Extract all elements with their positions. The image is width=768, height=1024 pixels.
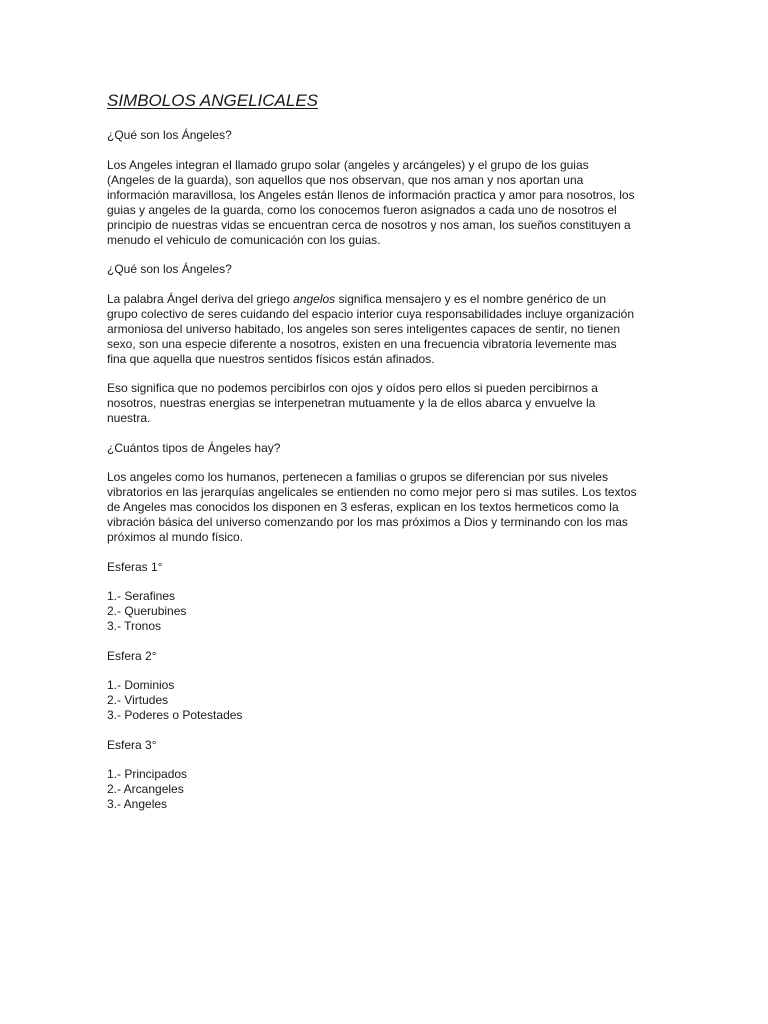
sphere-list [107,589,667,634]
list-item: 2.- Querubines [107,604,187,618]
sphere-heading: Esfera 3° [107,737,157,752]
list-item: 3.- Poderes o Potestades [107,708,243,722]
document-title: SIMBOLOS ANGELICALES [107,91,318,110]
sphere-heading: Esfera 2° [107,648,157,663]
list-item: 1.- Principados [107,767,188,781]
question-heading: ¿Qué son los Ángeles? [107,262,232,276]
sphere-list [107,678,667,723]
list-item: 2.- Virtudes [107,693,169,707]
sphere-heading: Esferas 1° [107,559,163,574]
list-item: 2.- Arcangeles [107,782,184,796]
document-page [107,90,667,827]
list-item: 1.- Serafines [107,589,176,603]
paragraph: Los angeles como los humanos, pertenecen a familias o grupos se diferencian por sus niveles vibratorios en las jerarquías angelicales se entienden no como mejor pero si mas sutiles. Los textos de Angeles mas conocidos los disponen en 3 esferas, explican en los textos hermeticos como la vibración básica del universo comenzando por los mas próximos a Dios y terminando con los mas próximos al mundo físico. [107,470,637,544]
sphere-list [107,767,667,812]
italic-term: angelos [293,291,336,306]
paragraph: Eso significa que no podemos percibirlos con ojos y oídos pero ellos si pueden percibirnos a nosotros, nuestras energias se interpenetran mutuamente y la de ellos abarca y envuelve la nuestra. [107,381,598,425]
question-heading: ¿Qué son los Ángeles? [107,128,232,142]
paragraph-text: La palabra Ángel deriva del griego [107,291,294,306]
list-item: 3.- Angeles [107,797,168,811]
paragraph [107,292,667,367]
paragraph-text: significa mensajero y es el nombre genérico de un grupo colectivo de seres cuidando del espacio interior cuya responsabilidades incluye organización armoniosa del universo habitado, los angeles son seres inteligentes capaces de sentir, no tienen sexo, son una especie diferente a nosotros, existen en una frecuencia vibratoria levemente mas fina que aquella que nuestros sentidos físicos están afinados. [107,291,634,366]
list-item: 3.- Tronos [107,619,162,633]
question-heading: ¿Cuántos tipos de Ángeles hay? [107,440,281,455]
list-item: 1.- Dominios [107,678,175,692]
paragraph: Los Angeles integran el llamado grupo solar (angeles y arcángeles) y el grupo de los guias (Angeles de la guarda), son aquellos que nos observan, que nos aman y nos aportan una información maravillosa, los Angeles están llenos de información practica y amor para nosotros, los guias y angeles de la guarda, como los conocemos fueron asignados a cada uno de nosotros el principio de nuestras vidas se encuentran cerca de nosotros y nos aman, los sueños constituyen a menudo el vehiculo de comunicación con los guias. [107,157,635,247]
